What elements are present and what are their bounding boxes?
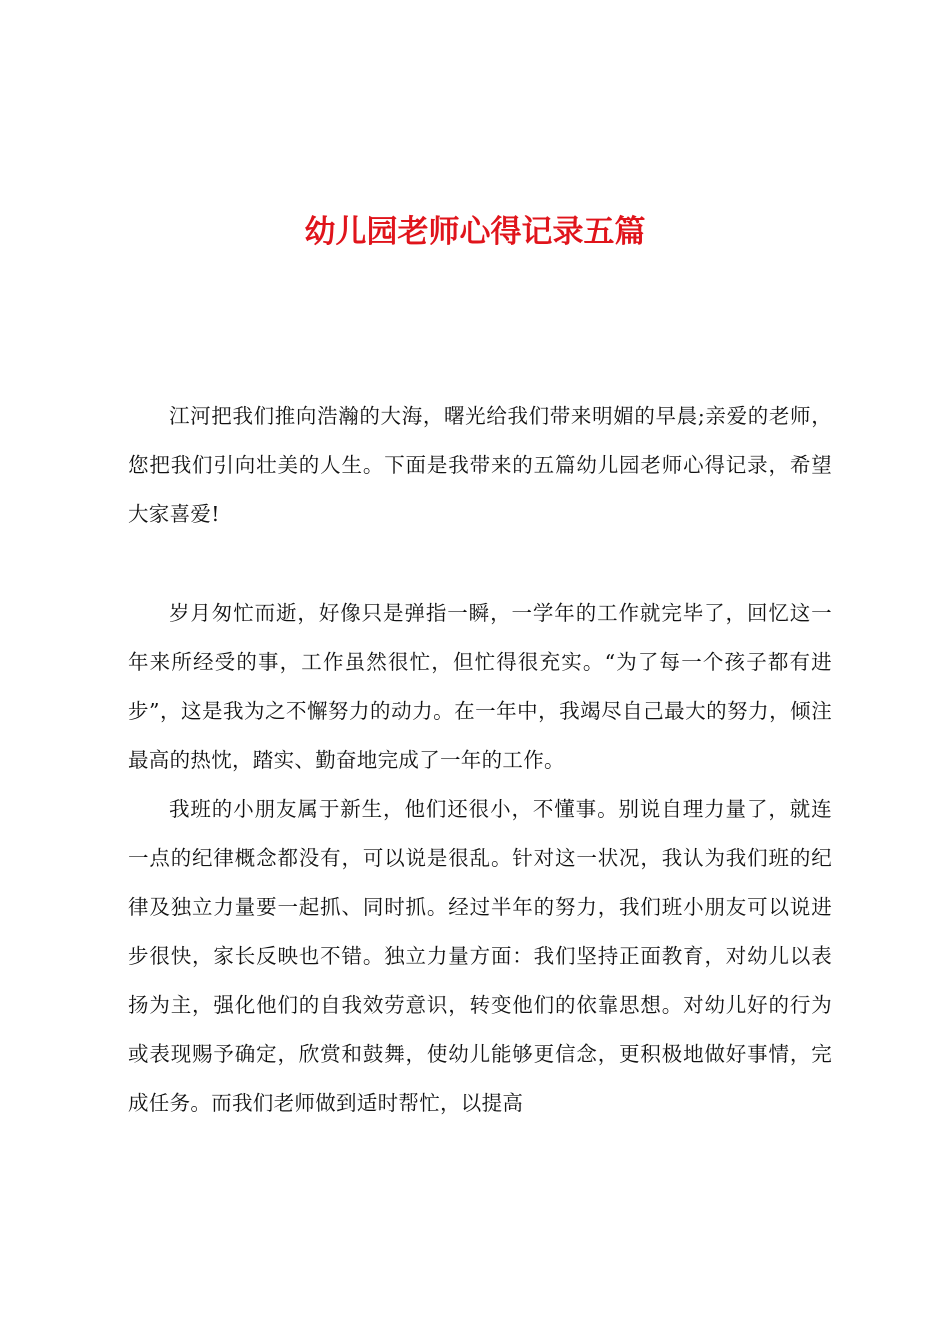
body-paragraph-2: 我班的小朋友属于新生，他们还很小，不懂事。别说自理力量了，就连一点的纪律概念都没有，可以说是很乱。针对这一状况，我认为我们班的纪律及独立力量要一起抓、同时抓。经过半年的努力，我们班小朋友可以说进步很快，家长反映也不错。独立力量方面：我们坚持正面教育，对幼儿以表扬为主，强化他们的自我效劳意识，转变他们的依靠思想。对幼儿好的行为或表现赐予确定，欣赏和鼓舞，使幼儿能够更信念，更积极地做好事情，完成任务。而我们老师做到适时帮忙，以提高 bbox=[128, 797, 832, 1115]
article-section bbox=[128, 589, 832, 1128]
document-title: 幼儿园老师心得记录五篇 bbox=[304, 214, 646, 250]
intro-section bbox=[128, 392, 832, 539]
intro-paragraph: 江河把我们推向浩瀚的大海，曙光给我们带来明媚的早晨;亲爱的老师，您把我们引向壮美的人生。下面是我带来的五篇幼儿园老师心得记录，希望大家喜爱! bbox=[128, 404, 832, 526]
body-paragraph-1: 岁月匆忙而逝，好像只是弹指一瞬，一学年的工作就完毕了，回忆这一年来所经受的事，工作虽然很忙，但忙得很充实。“为了每一个孩子都有进步”，这是我为之不懈努力的动力。在一年中，我竭尽自己最大的努力，倾注最高的热忱，踏实、勤奋地完成了一年的工作。 bbox=[128, 601, 832, 772]
